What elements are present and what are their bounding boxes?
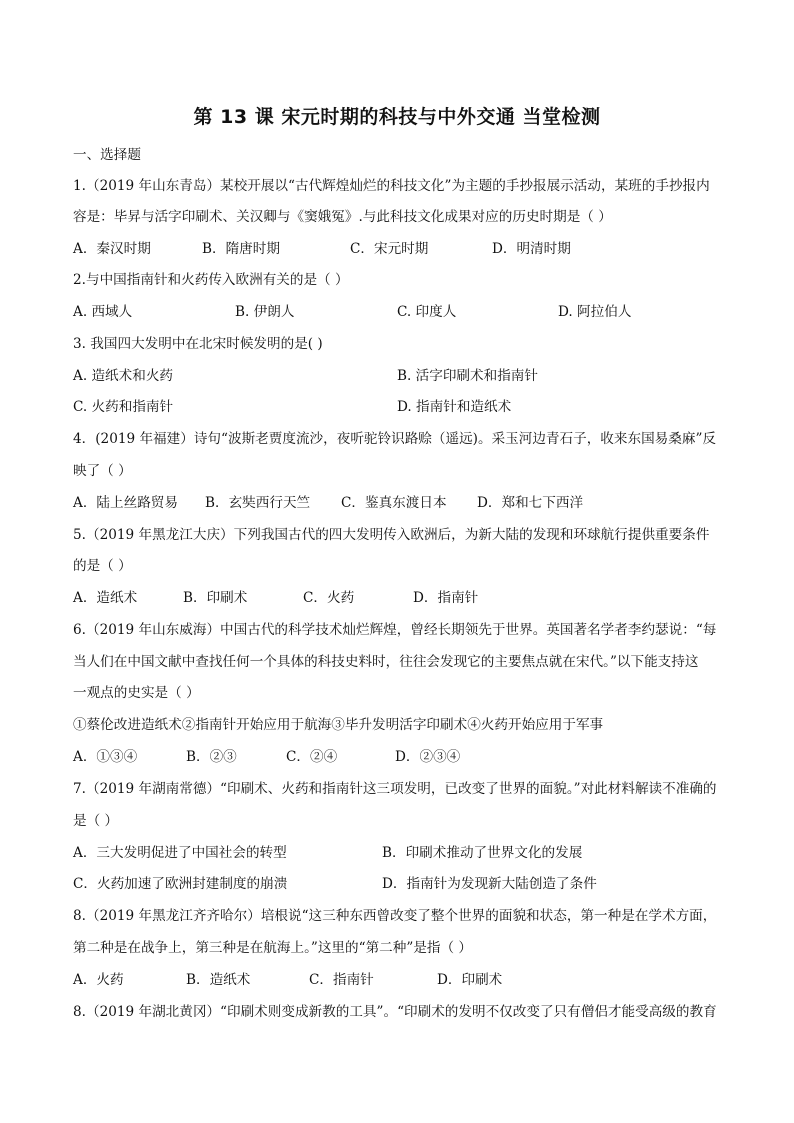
question-3-option-b: B. 活字印刷术和指南针 bbox=[397, 368, 538, 384]
question-6-option-a: A．①③④ bbox=[73, 749, 138, 765]
question-1-text: 1.（2019 年山东青岛）某校开展以“古代辉煌灿烂的科技文化”为主题的手抄报展示活动，某班的手抄报内 bbox=[73, 178, 710, 194]
question-3-option-d: D. 指南针和造纸术 bbox=[397, 399, 512, 415]
question-5-text: 5.（2019 年黑龙江大庆）下列我国古代的四大发明传入欧洲后，为新大陆的发现和环球航行提供重要条件 bbox=[73, 527, 710, 543]
question-5-option-a: A．造纸术 bbox=[73, 590, 138, 606]
question-1-text-cont: 容是：毕昇与活字印刷术、关汉卿与《窦娥冤》.与此科技文化成果对应的历史时期是（ ） bbox=[73, 209, 612, 225]
question-8-option-a: A．火药 bbox=[73, 972, 124, 988]
question-2-option-b: B. 伊朗人 bbox=[235, 304, 295, 320]
question-6-option-c: C．②④ bbox=[286, 749, 338, 765]
question-6-option-b: B．②③ bbox=[186, 749, 237, 765]
question-4-option-a: A．陆上丝路贸易 bbox=[73, 495, 178, 511]
question-6-text: 6.（2019 年山东威海）中国古代的科学技术灿烂辉煌，曾经长期领先于世界。英国著名学者李约瑟说：“每 bbox=[73, 622, 717, 638]
question-7-option-b: B．印刷术推动了世界文化的发展 bbox=[382, 845, 583, 861]
question-2-option-c: C. 印度人 bbox=[397, 304, 457, 320]
question-1-option-a: A．秦汉时期 bbox=[73, 241, 151, 257]
question-4-option-b: B．玄奘西行天竺 bbox=[205, 495, 311, 511]
question-6-option-d: D．②③④ bbox=[395, 749, 461, 765]
question-5-option-b: B．印刷术 bbox=[183, 590, 248, 606]
question-5-text-cont: 的是（ ） bbox=[73, 558, 132, 574]
question-1-option-d: D．明清时期 bbox=[492, 241, 571, 257]
question-4-text-cont: 映了（ ） bbox=[73, 463, 132, 479]
question-2-option-d: D. 阿拉伯人 bbox=[558, 304, 632, 320]
question-6-statements: ①蔡伦改进造纸术②指南针开始应用于航海③毕升发明活字印刷术④火药开始应用于军事 bbox=[73, 717, 604, 733]
question-6-text-cont: 当人们在中国文献中查找任何一个具体的科技史料时，往往会发现它的主要焦点就在宋代。”以下能支持这 bbox=[73, 654, 699, 670]
question-5-option-c: C．火药 bbox=[303, 590, 355, 606]
question-7-text-cont: 是（ ） bbox=[73, 813, 119, 829]
question-3-text: 3. 我国四大发明中在北宋时候发明的是( ) bbox=[73, 336, 323, 352]
question-3-option-a: A. 造纸术和火药 bbox=[73, 368, 174, 384]
question-7-text: 7.（2019 年湖南常德）“印刷术、火药和指南针这三项发明，已改变了世界的面貌。”对此材料解读不准确的 bbox=[73, 781, 717, 797]
question-8-option-b: B．造纸术 bbox=[186, 972, 251, 988]
question-4-option-d: D．郑和七下西洋 bbox=[477, 495, 584, 511]
question-8-text-cont: 第二种是在战争上，第三种是在航海上。”这里的“第二种”是指（ ） bbox=[73, 940, 472, 956]
question-5-option-d: D．指南针 bbox=[413, 590, 479, 606]
question-2-option-a: A. 西域人 bbox=[73, 304, 133, 320]
page-title: 第 13 课 宋元时期的科技与中外交通 当堂检测 bbox=[193, 106, 601, 128]
question-9-text: 8.（2019 年湖北黄冈）“印刷术则变成新教的工具”。“印刷术的发明不仅改变了只有僧侣才能受高级的教育 bbox=[73, 1004, 717, 1020]
question-8-option-c: C．指南针 bbox=[309, 972, 374, 988]
question-6-text-cont-2: 一观点的史实是（ ） bbox=[73, 685, 200, 701]
question-8-text: 8.（2019 年黑龙江齐齐哈尔）培根说“这三种东西曾改变了整个世界的面貌和状态，第一种是在学术方面， bbox=[73, 908, 717, 924]
question-7-option-d: D．指南针为发现新大陆创造了条件 bbox=[382, 876, 597, 892]
section-heading: 一、选择题 bbox=[73, 147, 141, 163]
question-4-option-c: C．鉴真东渡日本 bbox=[341, 495, 447, 511]
question-7-option-a: A．三大发明促进了中国社会的转型 bbox=[73, 845, 287, 861]
question-4-text: 4．(2019 年福建）诗句“波斯老贾度流沙，夜听驼铃识路赊（遥远)。采玉河边青石子，收来东国易桑麻”反 bbox=[73, 431, 717, 447]
question-1-option-b: B．隋唐时期 bbox=[202, 241, 280, 257]
question-3-option-c: C. 火药和指南针 bbox=[73, 399, 174, 415]
question-8-option-d: D．印刷术 bbox=[437, 972, 503, 988]
question-2-text: 2.与中国指南针和火药传入欧洲有关的是（ ） bbox=[73, 272, 349, 288]
question-7-option-c: C．火药加速了欧洲封建制度的崩溃 bbox=[73, 876, 288, 892]
question-1-option-c: C．宋元时期 bbox=[350, 241, 429, 257]
